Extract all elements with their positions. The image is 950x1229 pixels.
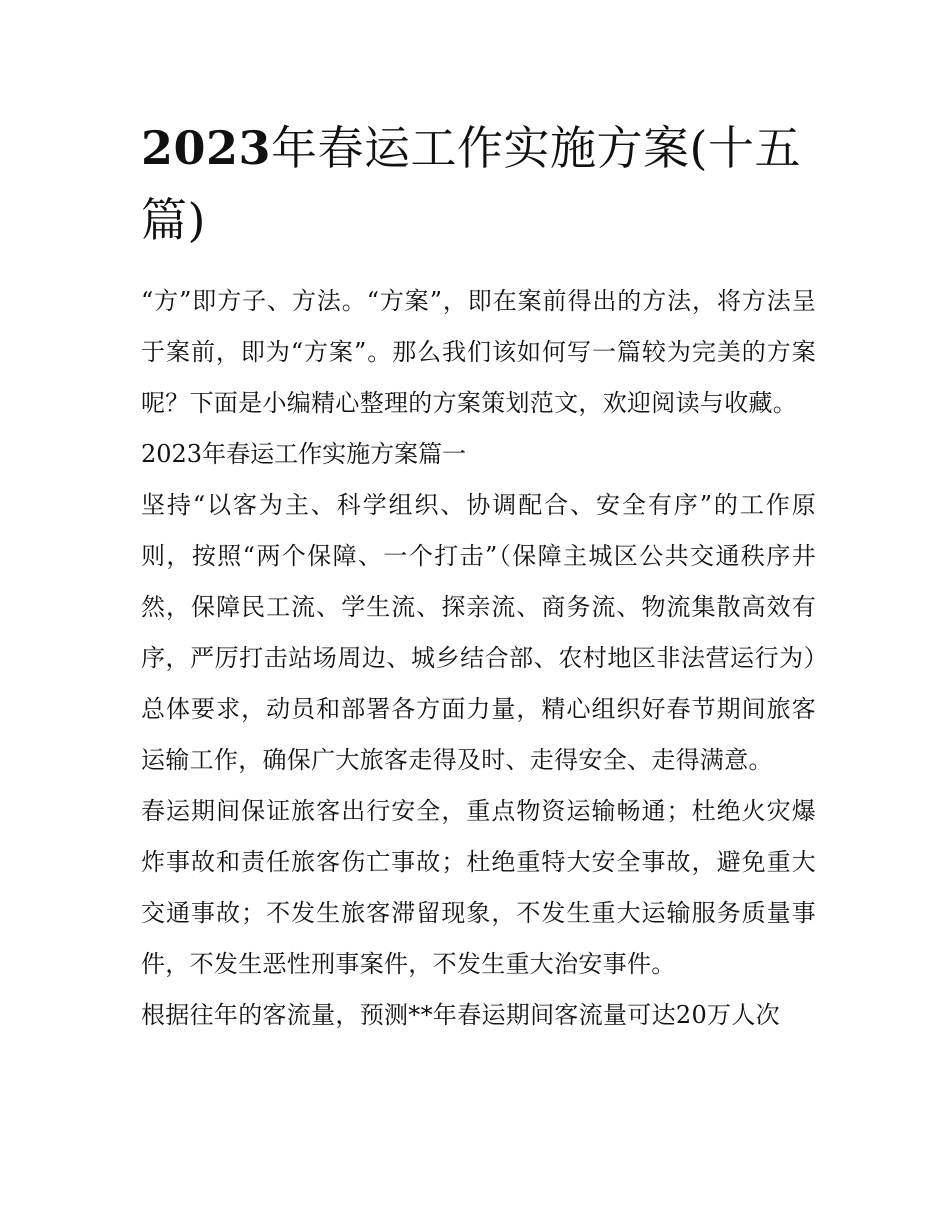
title-year: 2023 xyxy=(141,121,272,175)
body-paragraph-forecast: 根据往年的客流量，预测**年春运期间客流量可达20万人次 xyxy=(141,1001,780,1029)
intro-paragraph: “方”即方子、方法。“方案”，即在案前得出的方法，将方法呈于案前，即为“方案”。那么我们该如何写一篇较为完美的方案呢？下面是小编精心整理的方案策划范文，欢迎阅读与收藏。 xyxy=(141,287,816,417)
document-title xyxy=(141,112,816,256)
body-paragraph-goals: 春运期间保证旅客出行安全，重点物资运输畅通；杜绝火灾爆炸事故和责任旅客伤亡事故；杜绝重特大安全事故，避免重大交通事故；不发生旅客滞留现象，不发生重大运输服务质量事件，不发生恶性刑事案件，不发生重大治安事件。 xyxy=(141,797,816,978)
body-paragraph-principles: 坚持“以客为主、科学组织、协调配合、安全有序”的工作原则，按照“两个保障、一个打击”（保障主城区公共交通秩序井然，保障民工流、学生流、探亲流、商务流、物流集散高效有序，严厉打击站场周边、城乡结合部、农村地区非法营运行为）总体要求，动员和部署各方面力量，精心组织好春节期间旅客运输工作，确保广大旅客走得及时、走得安全、走得满意。 xyxy=(141,491,816,774)
title-text: 年春运工作实施方案(十五篇) xyxy=(141,121,801,247)
document-body xyxy=(141,112,816,1041)
section-heading: 2023年春运工作实施方案篇一 xyxy=(141,440,467,468)
